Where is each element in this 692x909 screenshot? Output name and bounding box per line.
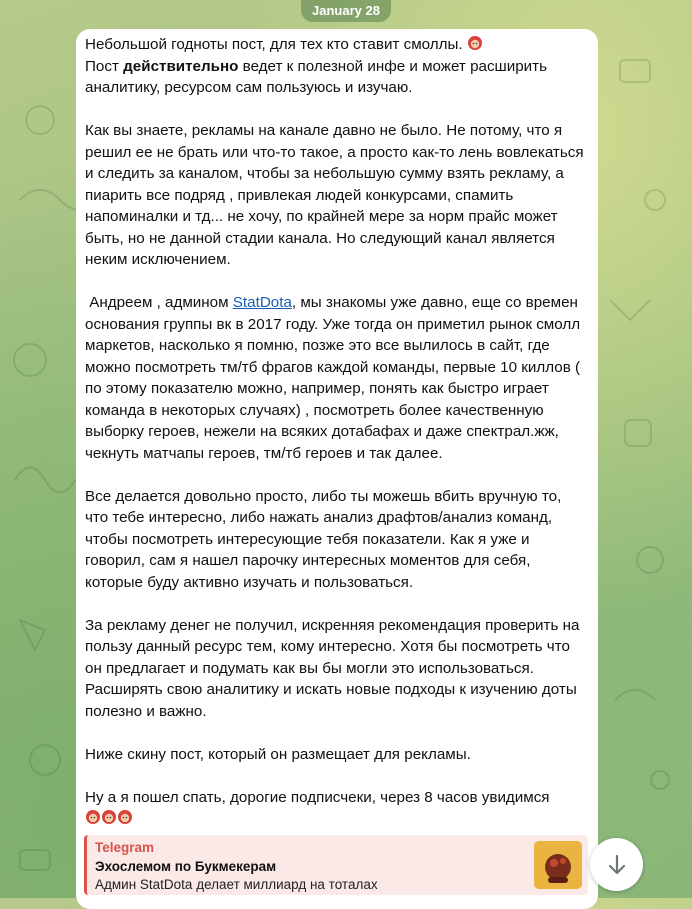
red-haired-girl-icon [117, 809, 133, 825]
message-paragraph-3-end: , мы знакомы уже давно, еще со времен основания группы вк в 2017 году. Уже тогда он приметил рынок смолл маркетов, насколько я помню, позже это все вылилось в сайт, где можно посмотреть тм/тб фрагов каждой команды, первые 10 киллов ( по этому показателю можно, например, понять как быстро играет команда в некоторых случаях) , посмотреть более качественную выборку героев, нежели на всяких дотабафах и даже спектрал.жж, чекнуть матчапы героев, тм/тб героев и так далее. [85, 294, 585, 462]
red-haired-girl-icon [101, 809, 117, 825]
scroll-down-button[interactable] [590, 838, 643, 891]
red-haired-girl-icon [85, 809, 101, 825]
message-bubble [76, 29, 598, 909]
arrow-down-icon [607, 854, 627, 876]
message-paragraph-4: Все делается довольно просто, либо ты можешь вбить вручную то, что тебе интересно, либо нажать анализ драфтов/анализ команд, чтобы посмотреть интересующие тебя показатели. Как я уже и говорил, сам я нашел парочку интересных моментов для себя, которые буду активно изучать и пользоваться. [85, 487, 566, 591]
red-haired-girl-icon [467, 35, 483, 51]
preview-thumbnail-image [534, 841, 582, 889]
message-paragraph-5: За рекламу денег не получил, искренняя рекомендация проверить на пользу данный ресурс тем, кому интересно. Хотя бы посмотреть что он предлагает и подумать как вы бы могли это использоваться. Расширять свою аналитику и искать новые подходы к изучению доты полезно и важно. [85, 616, 584, 720]
message-post-bold: ведет к полезной инфе и может расширить аналитику, ресурсом сам пользуюсь и изучаю. [85, 57, 552, 96]
message-bold: действительно [123, 57, 239, 75]
message-paragraph-6: Ниже скину пост, который он размещает для рекламы. [85, 745, 471, 763]
message-text [85, 34, 588, 830]
date-separator: January 28 [301, 0, 391, 22]
preview-site-name: Telegram [95, 840, 155, 855]
message-line-1: Небольшой годноты пост, для тех кто ставит смоллы. [85, 36, 467, 53]
message-paragraph-7: Ну а я пошел спать, дорогие подписчеки, через 8 часов увидимся [85, 788, 550, 806]
preview-title: Эхослемом по Букмекерам [95, 859, 277, 874]
preview-description: Админ StatDota делает миллиард на тоталах [95, 877, 378, 892]
message-pre-bold: Пост [85, 57, 124, 75]
statdota-link[interactable]: StatDota [232, 294, 292, 311]
message-paragraph-3-start: Андреем , админом [85, 294, 233, 311]
message-paragraph-2: Как вы знаете, рекламы на канале давно не было. Не потому, что я решил ее не брать или что-то такое, а просто как-то лень вовлекаться и следить за каналом, чтобы за небольшую сумму взять рекламу, а пиарить все подряд , привлекая людей конкурсами, спамить напоминалки и тд... не хочу, по крайней мере за норм прайс может быть, но не данной стадии канала. Но следующий канал является неким исключением. [85, 122, 588, 268]
link-preview[interactable] [84, 835, 588, 895]
preview-thumbnail [534, 841, 582, 889]
